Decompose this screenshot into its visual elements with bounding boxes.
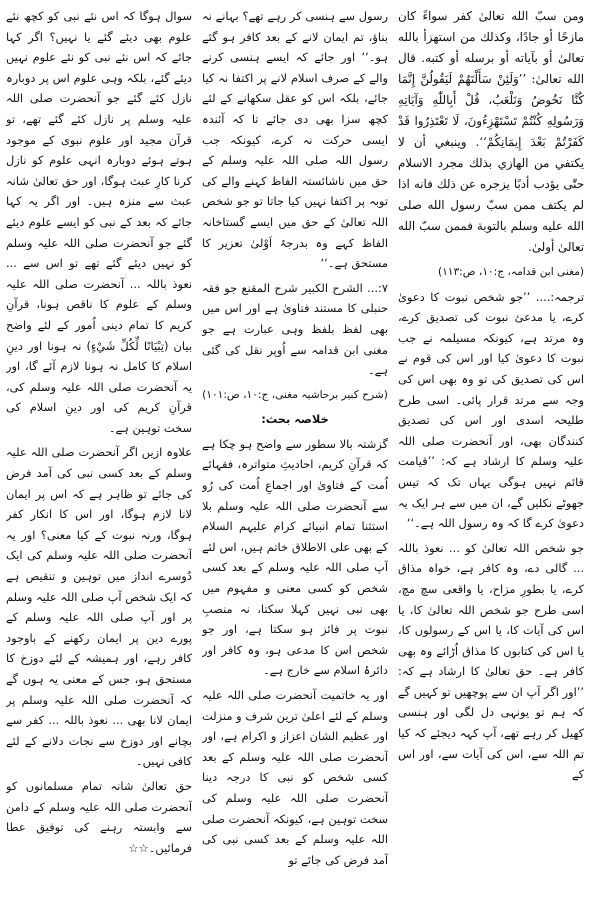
column-middle [202, 6, 388, 916]
paragraph: جو شخص اللہ تعالیٰ کو ... نعوذ باللہ ... گالی دے، وہ کافر ہے، خواہ مذاق کرے، یا بطورِ مزاح، یا واقعی سچ مچ، اسی طرح جو شخص اللہ تعالیٰ کا، یا اس کی آیات کا، یا اس کے رسولوں کا، یا اس کی کتابوں کا مذاق اُڑائے وہ بھی کافر ہے۔ حق تعالیٰ کا ارشاد ہے کہ: ’’اور اگر آپ ان سے پوچھیں تو کہیں گے کہ ہم تو یونہی دل لگی اور ہنسی کھیل کر رہے تھے، آپ کہہ دیجئے کہ کیا تم اللہ سے، اس کی آیات سے، اور اس کے [398, 540, 584, 782]
paragraph: علاوہ ازیں اگر آنحضرت صلی اللہ علیہ وسلم کے بعد کسی نبی کی آمد فرض کی جائے تو ظاہر ہے کہ اس پر ایمان لانا لازم ہوگا، اور اس کا انکار کفر ہوگا، ورنہ نبوت کے کیا معنی؟ اور یہ آنحضرت صلی اللہ علیہ وسلم کی ایک دُوسرے انداز میں توہین و تنقیص ہے کہ ایک شخص آپ صلی اللہ علیہ وسلم پر اور آپ صلی اللہ علیہ وسلم کے پورے دین پر ایمان رکھنے کے باوجود کافر رہے، اور ہمیشہ کے لئے دوزخ کا مستحق ہو، جس کے معنی یہ ہوں گے کہ آنحضرت صلی اللہ علیہ وسلم پر ایمان لانا بھی ... نعوذ باللہ ... کفر سے بچانے اور دوزخ سے نجات دلانے کے لئے کافی نہیں۔ [6, 445, 192, 769]
column-right [398, 6, 584, 916]
paragraph: حق تعالیٰ شانہ تمام مسلمانوں کو آنحضرت صلی اللہ علیہ وسلم کے دامن سے وابستہ رہنے کی توفیق عطا فرمائیں۔☆☆ [6, 778, 192, 855]
reference-citation: (مغنی ابن قدامہ، ج:۱۰، ص:۱۱۳) [437, 266, 584, 278]
paragraph: رسول سے ہنسی کر رہے تھے؟ بہانے نہ بناؤ، تم ایمان لانے کے بعد کافر ہو گئے ہو۔‘‘ اور جائے کہ ایسے ہنسی کرنے والے کے صرف اسلام لانے پر اکتفا نہ کیا جائے، بلکہ اس کو عقل سکھانے کے لئے کچھ سزا بھی دی جائے تا کہ آئندہ ایسی حرکت نہ کرے، کیونکہ جب رسول اللہ صلی اللہ علیہ وسلم کے حق میں ناشائستہ الفاظ کہنے والے کی توبہ پر اکتفا نہیں کیا جاتا تو جو شخص اللہ تعالیٰ کے حق میں ایسے گستاخانہ الفاظ کہے وہ بدرجۂ اَوْلیٰ تعزیر کا مستحق ہے۔‘‘ [202, 9, 388, 271]
column-left [6, 6, 192, 916]
section-heading: خلاصہ بحث: [261, 412, 329, 427]
paragraph: گزشتہ بالا سطور سے واضح ہو چکا ہے کہ قرآنِ کریم، احادیثِ متواترہ، فقہائے اُمت کے فتاویٰ اور اجماعِ اُمت کی رُو سے آنحضرت صلی اللہ علیہ وسلم بلا استثنا تمام انبیائے کرام علیہم السلام کے بھی علی الاطلاق خاتم ہیں، اس لئے آپ صلی اللہ علیہ وسلم کے بعد کسی شخص کو کسی معنی و مفہوم میں بھی نبی نہیں کہلا سکتا، نہ منصبِ نبوت پر فائز ہو سکتا ہے، اور جو شخص اس کا مدعی ہو، وہ کافر اور دائرۂ اسلام سے خارج ہے۔ [202, 436, 388, 678]
reference-citation: (شرح کبیر برحاشیہ مغنی، ج:۱۰، ص:۱۰۱) [202, 388, 388, 401]
paragraph: ۷:... الشرح الکبیر شرح المقنع جو فقہ حنبلی کا مستند فتاویٰ ہے اور اس میں بھی لفظ بلفظ وہی عبارت ہے جو مغنی ابن قدامہ سے اُوپر نقل کی گئی ہے۔ [202, 280, 388, 378]
arabic-quotation: ومن سبّ الله تعالىٰ كفر سواءً كان مازحًا أو جادًا، وكذلك من استهزأ بالله تعالىٰ أو بآياته أو برسله أو كتبه. قال الله تعالىٰ: ’’وَلَئِنْ سَأَلْتَهُمْ لَيَقُولُنَّ إِنَّمَا كُنَّا نَخُوضُ وَنَلْعَبُ، قُلْ أَبِاللّٰهِ وَآيَاتِهِ وَرَسُولِهِ كُنْتُمْ تَسْتَهْزِءُونَ، لَا تَعْتَذِرُوا قَدْ كَفَرْتُمْ بَعْدَ إِيمَانِكُمْ‘‘. وينبغي أن لا يكتفي من الهازي بذلك مجرد الاسلام حتّٰى يؤدب أدبًا يزجره عن ذلك فانه اذا لم يكتف ممن سبّ رسول الله صلى الله عليه وسلم بالتوبة فممن سبّ الله تعالىٰ أولىٰ. [398, 9, 584, 254]
paragraph: سوال ہوگا کہ اس نئے نبی کو کچھ نئے علوم بھی دیئے گئے یا نہیں؟ اگر کہا جائے کہ اس نئے نبی کو نئے علوم نہیں دیئے گئے، بلکہ وہی علوم اس پر دوبارہ نازل کئے گئے جو آنحضرت صلی اللہ علیہ وسلم پر نازل کئے گئے تھے، تو قرآن مجید اور علوم نبوی کے موجود ہوتے ہوئے دوبارہ انہی علوم کو نازل کرنا کارِ عبث ہوگا، اور حق تعالیٰ شانہ عبث سے منزہ ہیں۔ اور اگر یہ کہا جائے کہ بعد کے نبی کو ایسے علوم دیئے گئے جو آنحضرت صلی اللہ علیہ وسلم کو نہیں دیئے گئے تھے تو اس سے ... نعوذ باللہ ... آنحضرت صلی اللہ علیہ وسلم کے علوم کا ناقص ہونا، قرآنِ کریم کا تمام دینی اُمور کے لئے واضح بیان (تِبْيَانًا لِّكُلِّ شَيْءٍ) نہ ہونا اور دینِ اسلام کا کامل نہ ہونا لازم آئے گا، اور یہ آنحضرت صلی اللہ علیہ وسلم کی، قرآنِ کریم کی اور دینِ اسلام کی سخت توہین ہے۔ [6, 9, 192, 435]
paragraph: اور یہ خاتمیت آنحضرت صلی اللہ علیہ وسلم کے لئے اعلیٰ ترین شرف و منزلت اور عظیم الشان اعزاز و اکرام ہے، اور آنحضرت صلی اللہ علیہ وسلم کے بعد کسی شخص کو نبی کا درجہ دینا آنحضرت صلی اللہ علیہ وسلم کی سخت توہین ہے، کیونکہ آنحضرت صلی اللہ علیہ وسلم کے بعد کسی نبی کی آمد فرض کی جائے تو [202, 688, 388, 867]
paragraph: ترجمہ:.... ’’جو شخص نبوت کا دعویٰ کرے، یا مدعیٔ نبوت کی تصدیق کرے، وہ مرتد ہے، کیونکہ مسیلمہ نے جب نبوت کا دعویٰ کیا اور اس کی قوم نے اس کی تصدیق کی تو وہ بھی اس کی وجہ سے مرتد قرار پائی۔ اسی طرح طلیحہ اسدی اور اس کی تصدیق کنندگان بھی، اور آنحضرت صلی اللہ علیہ وسلم کا ارشاد ہے کہ: ’’قیامت قائم نہیں ہوگی یہاں تک کہ تیس جھوٹے نکلیں گے، ان میں سے ہر ایک یہ دعویٰ کرے گا کہ وہ رسول اللہ ہے۔‘‘ [398, 289, 584, 531]
